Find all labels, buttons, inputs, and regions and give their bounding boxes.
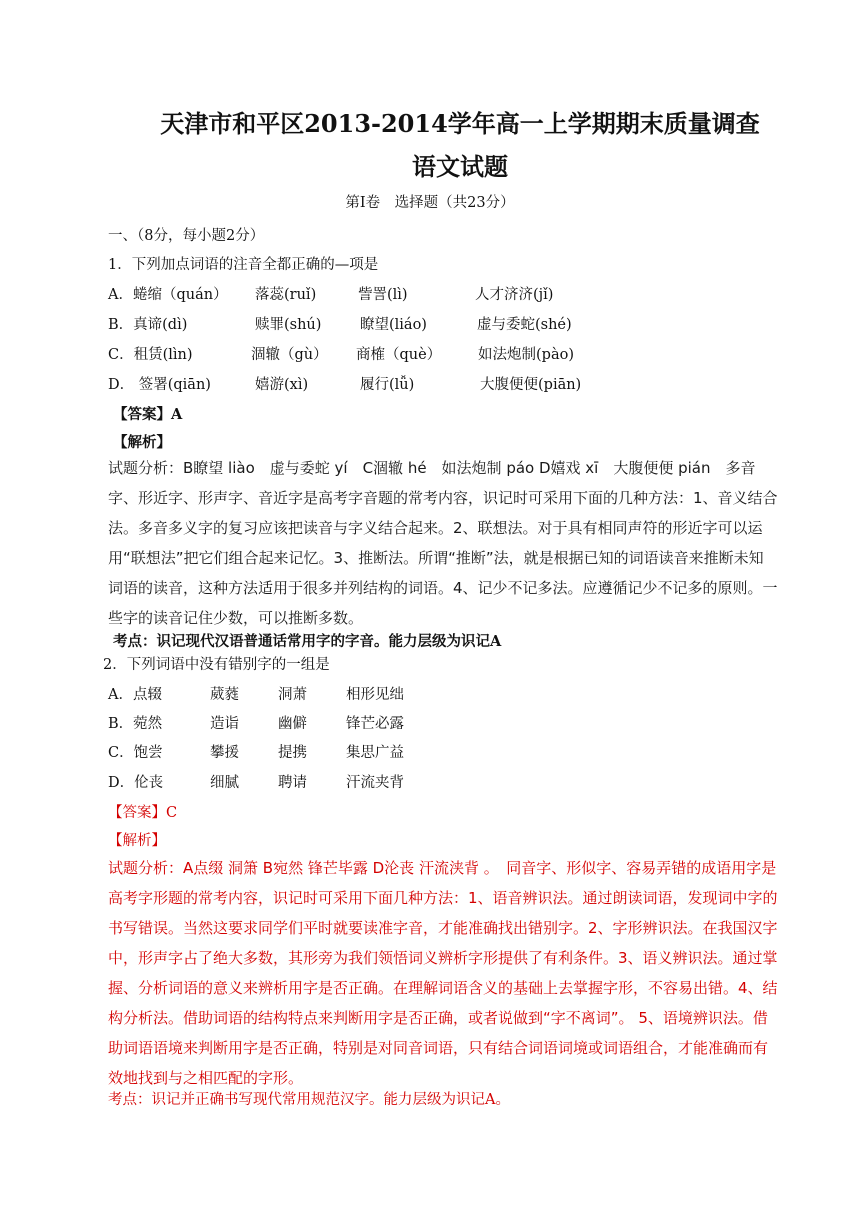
question-2-stem: 2．下列词语中没有错别字的一组是 [103, 657, 330, 673]
q2-option-c-word3: 提携 [278, 745, 307, 761]
q1-option-a-word4: 人才济济(jǐ) [475, 287, 554, 303]
q1-option-c-word2: 涸辙（gù） [251, 347, 328, 363]
q2-option-c: C．饱尝 [108, 745, 163, 761]
q2-option-c-word2: 攀援 [210, 745, 239, 761]
q2-option-a: A．点辍 [108, 687, 162, 703]
question-1-analysis: 试题分析：B瞭望 liào 虚与委蛇 yí C涸辙 hé 如法炮制 páo D嬉戏 xī 大腹便便 pián 多音字、形近字、形声字、音近字是高考字音题的常考内容，识记时可采用下面的几种方法：1、音义结合法。多音多义字的复习应该把读音与字义结合起来。2、联想法。对于具有相同声符的形近字可以运用“联想法”把它们组合起来记忆。3、推断法。所谓“推断”法，就是根据已知的词语读音来推断未知词语的读音，这种方法适用于很多并列结构的词语。4、记少不记多法。应遵循记少不记多的原则。一些字的读音记住少数，可以推断多数。 [108, 459, 778, 627]
section-header: 第Ⅰ卷 选择题（共23分） [345, 195, 515, 211]
q2-option-a-word4: 相形见绌 [346, 687, 404, 703]
q2-option-b: B．菀然 [108, 716, 163, 732]
q1-option-a: A．蜷缩（quán） [108, 287, 228, 303]
question-1-kaodian: 考点：识记现代汉语普通话常用字的字音。能力层级为识记A [113, 633, 502, 650]
q2-option-b-word4: 锋芒必露 [346, 716, 404, 732]
question-2-kaodian: 考点：识记并正确书写现代常用规范汉字。能力层级为识记A。 [108, 1092, 510, 1108]
part-one-header: 一、（8分，每小题2分） [108, 228, 265, 244]
q2-option-d-word4: 汗流夹背 [346, 775, 404, 791]
q1-option-b: B．真谛(dì) [108, 317, 188, 333]
q1-option-a-word2: 落蕊(ruǐ) [255, 287, 317, 303]
q1-option-c-word4: 如法炮制(pào) [478, 347, 574, 363]
q1-option-d-word4: 大腹便便(piān) [480, 377, 582, 393]
q1-option-d-word2: 嬉游(xì) [255, 377, 309, 393]
question-1-stem: 1．下列加点词语的注音全都正确的—项是 [108, 257, 379, 273]
q1-option-a-word3: 訾詈(lì) [358, 287, 408, 303]
q2-option-d-word3: 聘请 [278, 775, 307, 791]
q1-option-b-word3: 瞭望(liáo) [360, 317, 427, 333]
q2-option-c-word4: 集思广益 [346, 745, 404, 761]
q2-option-a-word2: 葳蕤 [210, 687, 239, 703]
page-subtitle: 语文试题 [412, 152, 508, 181]
q1-option-b-word2: 赎罪(shú) [255, 317, 322, 333]
question-1-analysis-label: 【解析】 [113, 434, 171, 451]
q1-option-d: D． 签署(qiān) [108, 377, 211, 393]
q1-option-c: C．租赁(lìn) [108, 347, 193, 363]
q2-option-d: D．伦丧 [108, 775, 164, 791]
question-1-answer: 【答案】A [113, 406, 183, 423]
q1-option-b-word4: 虚与委蛇(shé) [477, 317, 572, 333]
q2-option-b-word2: 造诣 [210, 716, 239, 732]
q2-option-b-word3: 幽僻 [278, 716, 307, 732]
q2-option-d-word2: 细腻 [210, 775, 239, 791]
page-title: 天津市和平区2013-2014学年高一上学期期末质量调查 [160, 109, 760, 138]
question-2-analysis: 试题分析：A点缀 洞箫 B宛然 锋芒毕露 D沦丧 汗流浃背 。 同音字、形似字、容易弄错的成语用字是高考字形题的常考内容，识记时可采用下面几种方法：1、语音辨识法。通过朗读词语，发现词中字的书写错误。当然这要求同学们平时就要读准字音，才能准确找出错别字。2、字形辨识法。在我国汉字中，形声字占了绝大多数，其形旁为我们领悟词义辨析字形提供了有利条件。3、语义辨识法。通过掌握、分析词语的意义来辨析用字是否正确。在理解词语含义的基础上去掌握字形，不容易出错。4、结构分析法。借助词语的结构特点来判断用字是否正确，或者说做到“字不离词”。 5、语境辨识法。借助词语语境来判断用字是否正确，特别是对同音词语，只有结合词语词境或词语组合，才能准确而有效地找到与之相匹配的字形。 [108, 859, 778, 1087]
question-2-analysis-label: 【解析】 [108, 833, 166, 849]
question-2-answer: 【答案】C [108, 805, 178, 821]
q1-option-d-word3: 履行(lǚ) [360, 377, 415, 393]
q1-option-c-word3: 商榷（què） [356, 347, 442, 363]
q2-option-a-word3: 洞萧 [278, 687, 307, 703]
